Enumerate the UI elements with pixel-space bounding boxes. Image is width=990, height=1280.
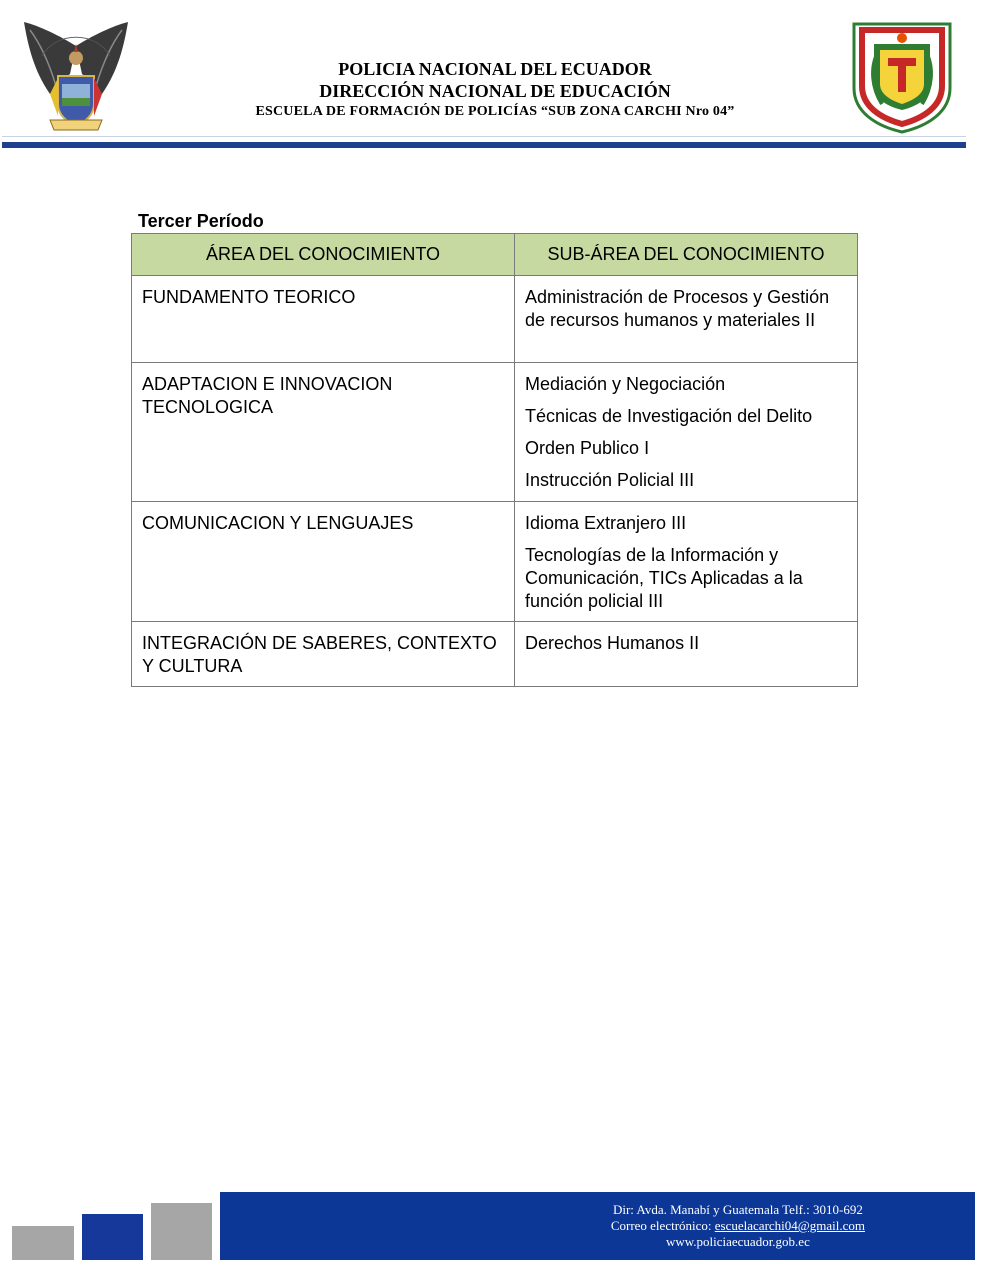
header-divider-thin <box>2 136 966 137</box>
area-cell: ADAPTACION E INNOVACION TECNOLOGICA <box>132 363 515 502</box>
subarea-cell <box>515 502 858 622</box>
column-header-subarea: SUB-ÁREA DEL CONOCIMIENTO <box>515 234 858 276</box>
footer-decor-square-blue <box>82 1214 143 1260</box>
footer-bar <box>220 1192 975 1260</box>
subarea-item: Mediación y Negociación <box>525 374 726 394</box>
heading-line-3: ESCUELA DE FORMACIÓN DE POLICÍAS “SUB ZONA CARCHI Nro 04” <box>255 104 735 119</box>
table-header-row <box>132 234 858 276</box>
knowledge-areas-table <box>131 233 858 687</box>
footer-decor-square-gray-small <box>12 1226 74 1260</box>
area-cell: COMUNICACION Y LENGUAJES <box>132 502 515 622</box>
table-row <box>132 363 858 502</box>
section-title: Tercer Período <box>138 211 264 231</box>
institution-heading <box>140 58 850 122</box>
table-row <box>132 502 858 622</box>
heading-line-1: POLICIA NACIONAL DEL ECUADOR <box>338 59 652 79</box>
footer-contact <box>611 1202 865 1250</box>
subarea-item: Derechos Humanos II <box>525 633 700 653</box>
page-header <box>0 0 990 150</box>
header-divider <box>2 142 966 148</box>
table-row <box>132 622 858 687</box>
footer-address: Dir: Avda. Manabí y Guatemala Telf.: 3010-692 <box>612 1202 863 1217</box>
police-eagle-emblem-icon <box>20 16 132 136</box>
instituto-vicente-fierro-seal-icon <box>848 18 956 134</box>
area-cell: INTEGRACIÓN DE SABERES, CONTEXTO Y CULTURA <box>132 622 515 687</box>
footer-email-link[interactable]: escuelacarchi04@gmail.com <box>714 1218 865 1233</box>
heading-line-2: DIRECCIÓN NACIONAL DE EDUCACIÓN <box>319 81 671 101</box>
subarea-cell <box>515 363 858 502</box>
subarea-item: Administración de Procesos y Gestión de recursos humanos y materiales II <box>525 287 830 330</box>
subarea-item: Idioma Extranjero III <box>525 513 687 533</box>
footer-email-label: Correo electrónico: <box>610 1218 715 1233</box>
area-cell: FUNDAMENTO TEORICO <box>132 276 515 363</box>
subarea-item: Instrucción Policial III <box>525 470 695 490</box>
subarea-cell <box>515 276 858 363</box>
subarea-cell <box>515 622 858 687</box>
subarea-item: Técnicas de Investigación del Delito <box>525 406 813 426</box>
subarea-item: Tecnologías de la Información y Comunicación, TICs Aplicadas a la función policial III <box>525 545 803 611</box>
table-row <box>132 276 858 363</box>
footer-decor-square-gray-large <box>151 1203 212 1260</box>
footer-website[interactable]: www.policiaecuador.gob.ec <box>665 1234 810 1249</box>
subarea-item: Orden Publico I <box>525 438 650 458</box>
footer-email-line <box>611 1218 865 1234</box>
column-header-area: ÁREA DEL CONOCIMIENTO <box>132 234 515 276</box>
